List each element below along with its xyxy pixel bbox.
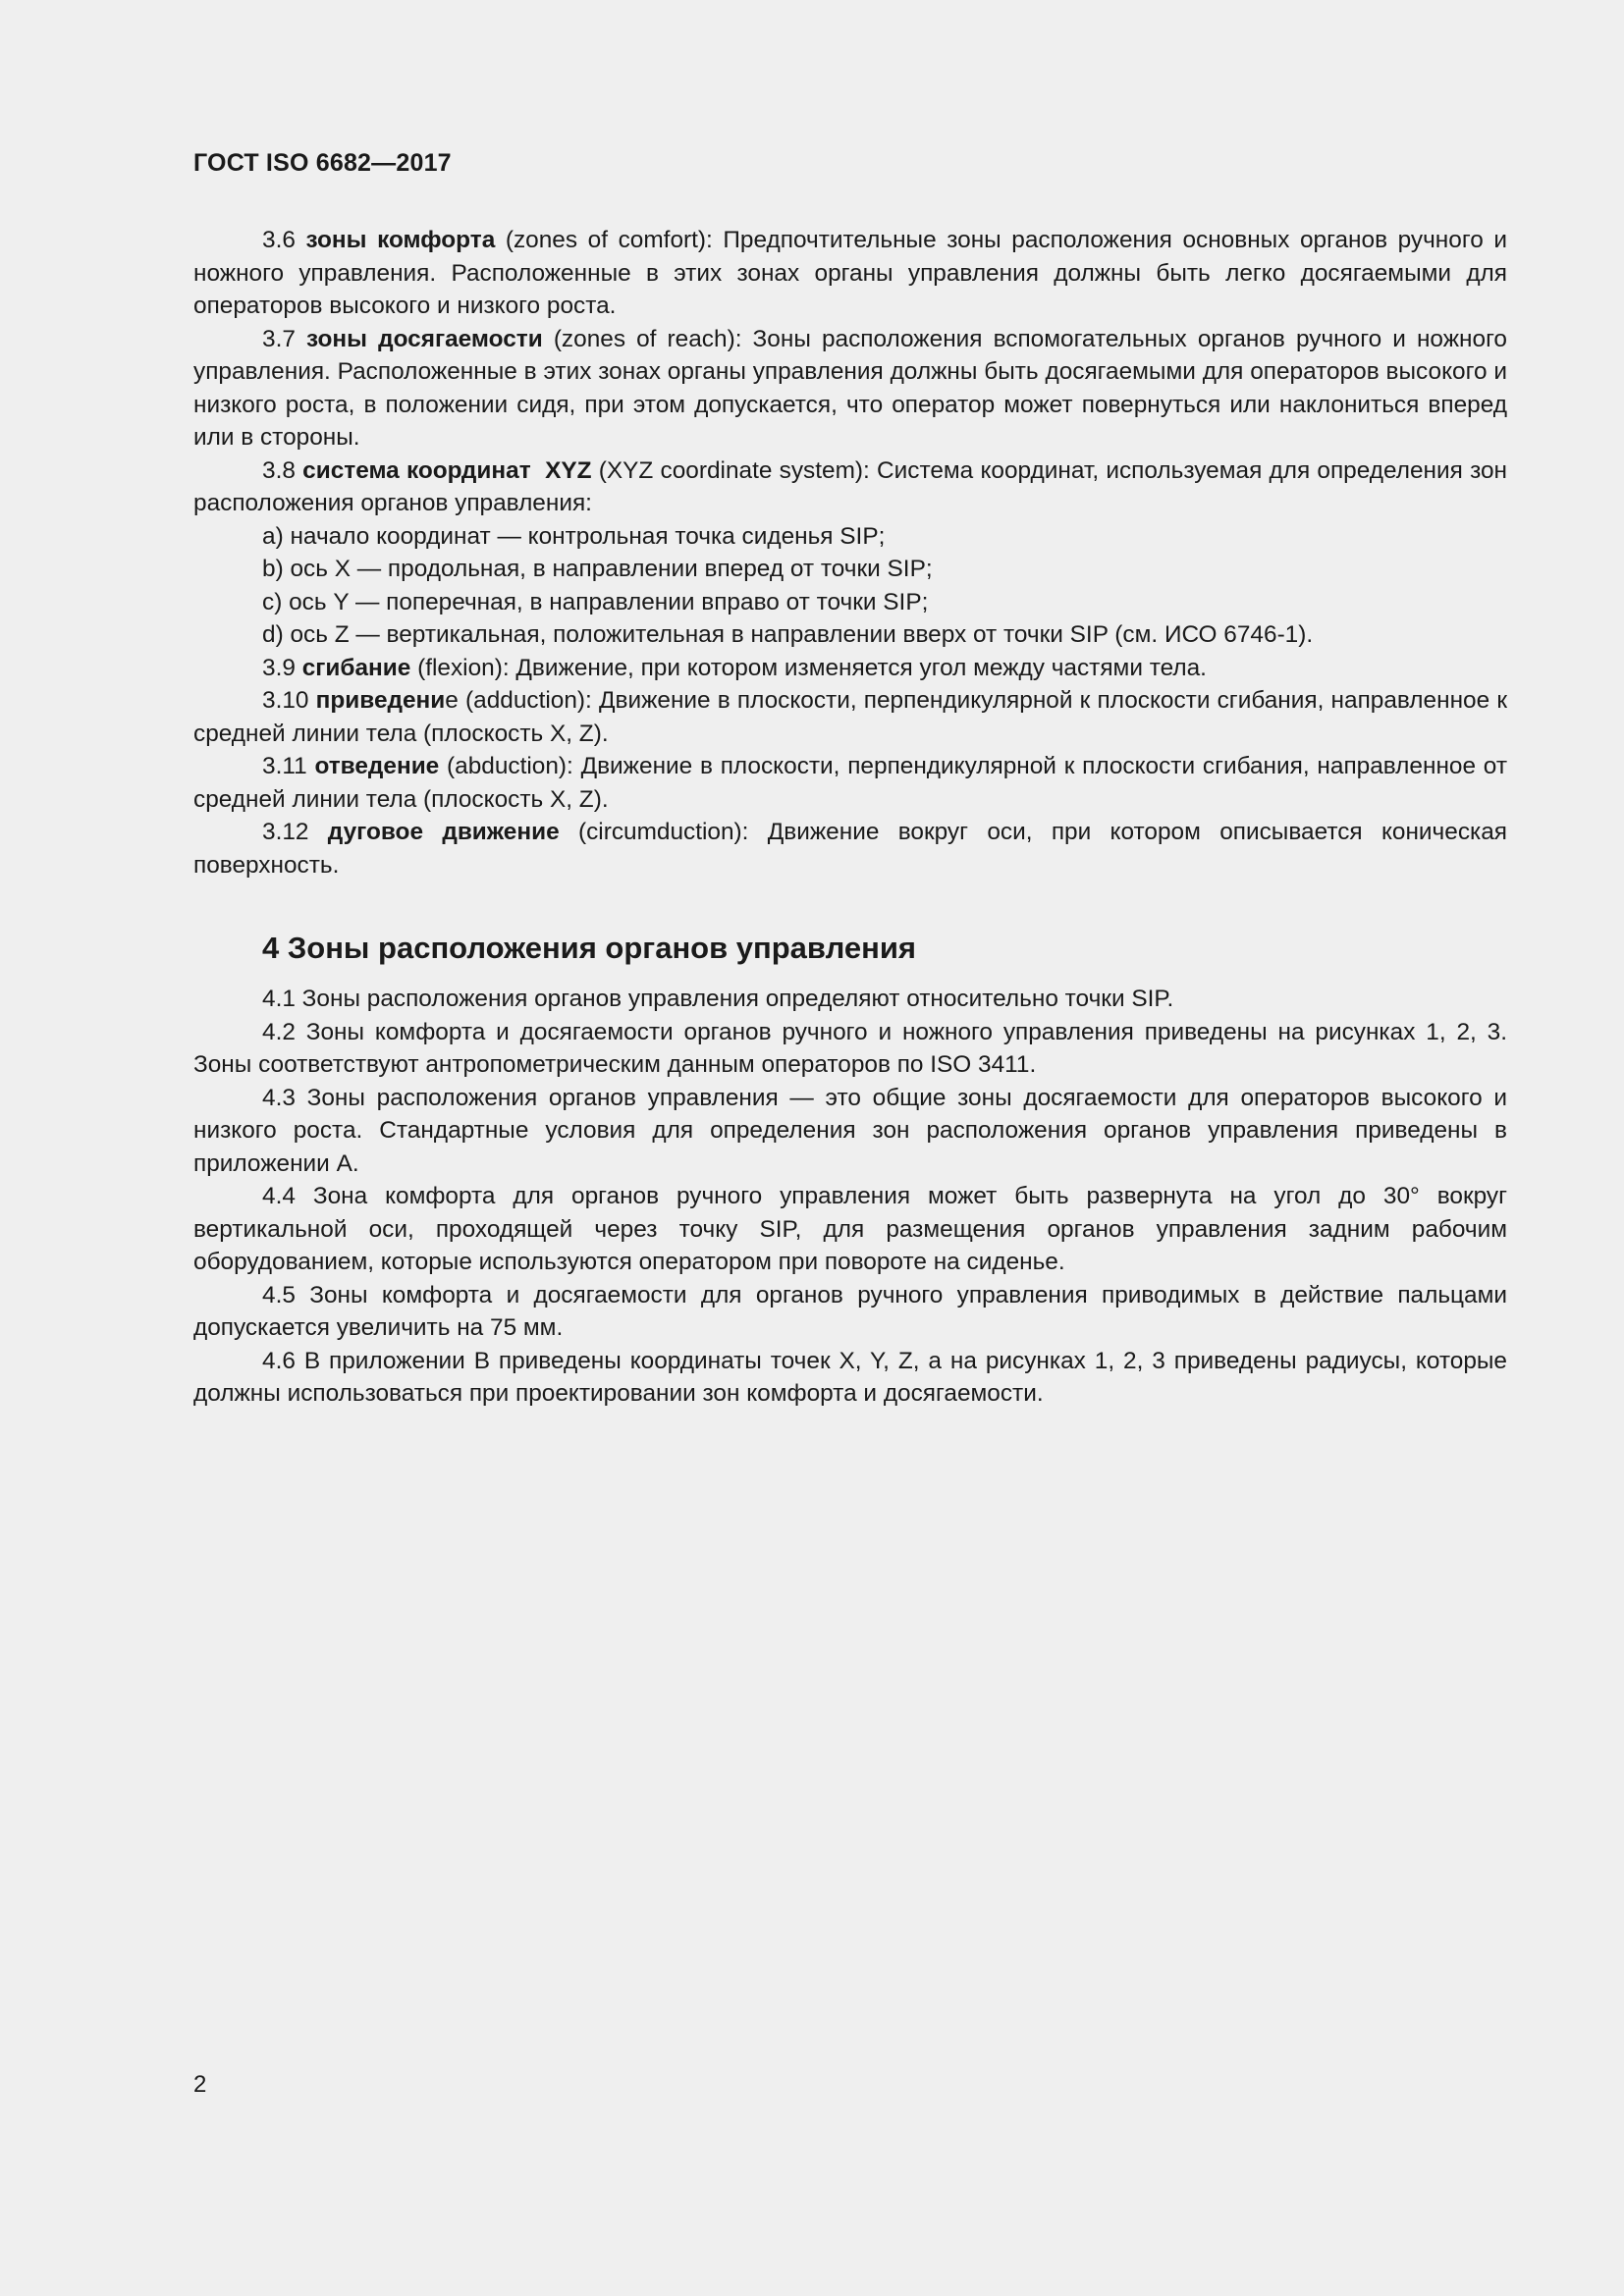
clause-3-6 [193,224,1507,323]
clause-3-12 [193,816,1507,881]
clause-3-11 [193,750,1507,816]
clause-4-1: 4.1 Зоны расположения органов управления определяют относительно точки SIP. [262,986,1174,1012]
clause-4-4: 4.4 Зона комфорта для органов ручного управления может быть развернута на угол до 30° вокруг вертикальной оси, проходящей через точку SIP, для размещения органов управления задним рабочим оборудованием, которые используются оператором при повороте на сиденье. [193,1183,1507,1275]
clause-number: 3.7 [262,325,307,352]
clause-4-2: 4.2 Зоны комфорта и досягаемости органов ручного и ножного управления приведены на рисунках 1, 2, 3. Зоны соответствуют антропометрическим данным операторов по ISO 3411. [193,1018,1507,1078]
clause-number: 3.9 [262,654,302,681]
list-item-d: d) ось Z — вертикальная, положительная в направлении вверх от точки SIP (см. ИСО 6746-1). [262,621,1314,648]
clause-4-5: 4.5 Зоны комфорта и досягаемости для органов ручного управления приводимых в действие пальцами допускается увеличить на 75 мм. [193,1281,1507,1341]
clause-text: е (adduction): Движение в плоскости, перпендикулярной к плоскости сгибания, направленное к средней линии тела (плоскость X, Z). [193,687,1508,747]
clause-3-10 [193,684,1507,750]
clause-3-7 [193,323,1507,454]
clause-3-8 [193,454,1507,520]
clause-text: (flexion): Движение, при котором изменяется угол между частями тела. [410,654,1207,681]
term: отведение [314,753,440,779]
term: зоны досягаемости [306,325,543,352]
list-item-a: a) начало координат — контрольная точка сиденья SIP; [262,522,886,550]
clause-number: 3.12 [262,819,328,845]
clause-number: 3.8 [262,456,303,484]
list-item-b: b) ось X — продольная, в направлении вперед от точки SIP; [262,556,933,582]
clause-number: 3.11 [262,753,315,779]
document-header: ГОСТ ISO 6682—2017 [193,149,452,177]
clause-number: 3.6 [262,227,306,253]
section-4-title: 4 Зоны расположения органов управления [262,931,916,965]
term: зоны комфорта [305,227,496,253]
clause-text: (circumduction): Движение вокруг оси, при котором описывается коническая поверхность. [193,819,1507,879]
page-number: 2 [193,2071,207,2098]
term: система координат XYZ [302,456,592,484]
page-content [193,224,1507,1411]
clause-4-6: 4.6 В приложении В приведены координаты точек X, Y, Z, а на рисунках 1, 2, 3 приведены радиусы, которые должны использоваться при проектировании зон комфорта и досягаемости. [193,1347,1507,1407]
clause-number: 3.10 [262,687,316,714]
list-item-c: c) ось Y — поперечная, в направлении вправо от точки SIP; [262,588,929,615]
term: приведени [315,687,446,714]
clause-text: (zones of reach): Зоны расположения вспомогательных органов ручного и ножного управления. Расположенные в этих зонах органы управления должны быть досягаемыми для операторов высокого и низкого роста, в положении сидя, при этом допускается, что оператор может повернуться или наклониться вперед или в стороны. [193,325,1507,451]
clause-text: (zones of comfort): Предпочтительные зоны расположения основных органов ручного и ножного управления. Расположенные в этих зонах органы управления должны быть легко досягаемыми для операторов высокого и низкого роста. [193,227,1507,319]
clause-4-3: 4.3 Зоны расположения органов управления — это общие зоны досягаемости для операторов высокого и низкого роста. Стандартные условия для определения зон расположения органов управления приведены в приложении А. [193,1084,1507,1177]
term: сгибание [301,654,411,681]
term: дуговое движение [327,819,560,845]
clause-text: (XYZ coordinate system): Система координат, используемая для определения зон расположения органов управления: [193,456,1508,516]
clause-3-9 [193,652,1507,685]
clause-text: (abduction): Движение в плоскости, перпендикулярной к плоскости сгибания, направленное от средней линии тела (плоскость X, Z). [193,753,1508,813]
